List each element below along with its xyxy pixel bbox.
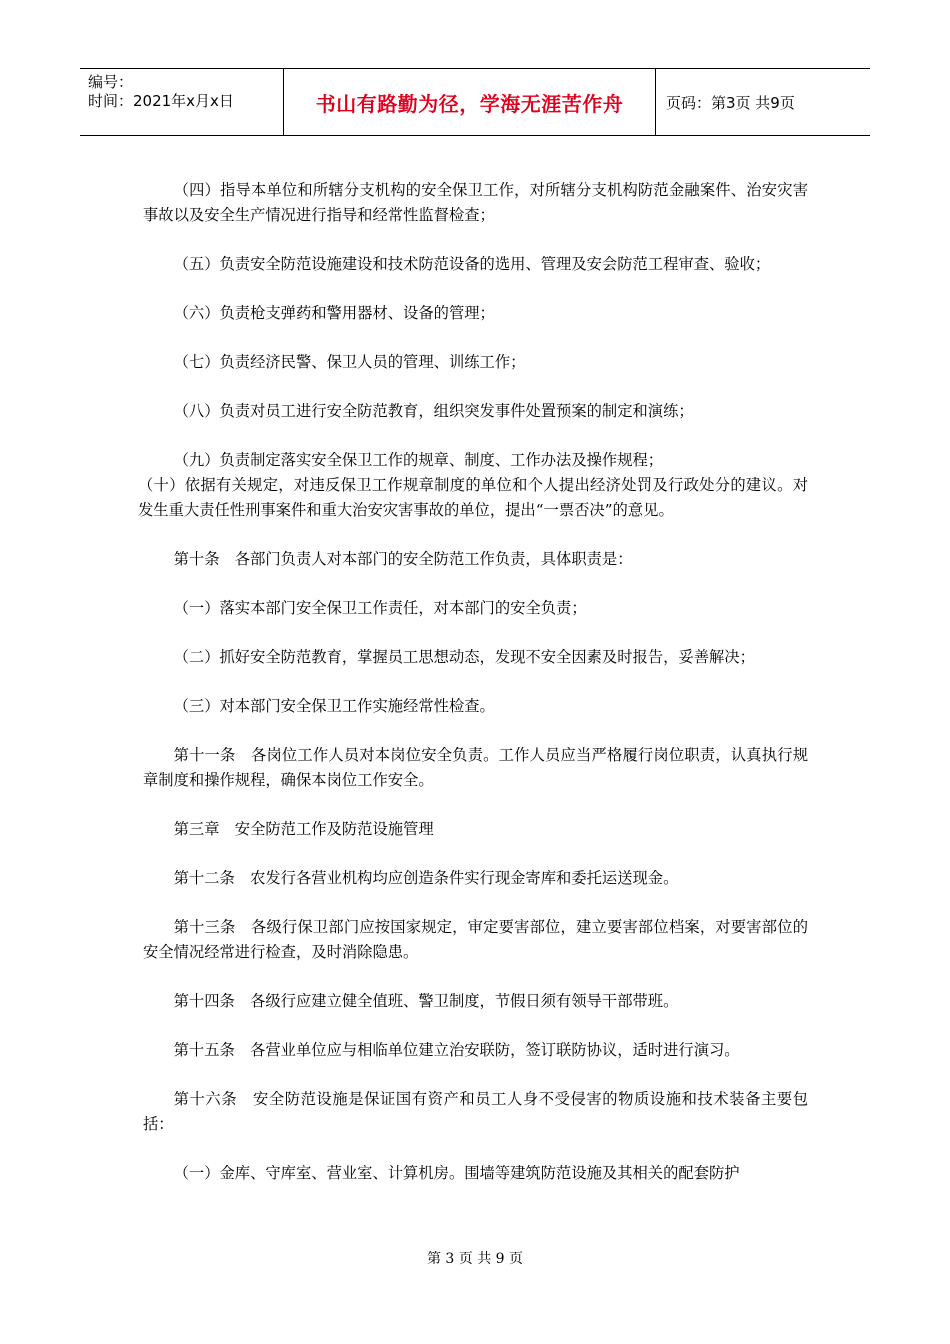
header-page-info: 页码：第3页 共9页 (666, 93, 795, 112)
article-11: 第十一条 各岗位工作人员对本岗位安全负责。工作人员应当严格履行岗位职责，认真执行规章制度和操作规程，确保本岗位工作安全。 (143, 746, 808, 789)
chapter-3-heading: 第三章 安全防范工作及防范设施管理 (173, 820, 434, 838)
document-number-label: 编号： (88, 73, 134, 91)
article-16-item-1: （一）金库、守库室、营业室、计算机房。围墙等建筑防范设施及其相关的配套防护 (173, 1164, 740, 1182)
article-14: 第十四条 各级行应建立健全值班、警卫制度，节假日须有领导干部带班。 (173, 992, 679, 1010)
article-15: 第十五条 各营业单位应与相临单位建立治安联防，签订联防协议，适时进行演习。 (173, 1041, 740, 1059)
article-13: 第十三条 各级行保卫部门应按国家规定，审定要害部位，建立要害部位档案，对要害部位的安全情况经常进行检查，及时消除隐患。 (143, 918, 808, 961)
page-header (80, 68, 870, 136)
article-10-item-3: （三）对本部门安全保卫工作实施经常性检查。 (173, 697, 495, 715)
article-10-item-2: （二）抓好安全防范教育，掌握员工思想动态，发现不安全因素及时报告，妥善解决； (173, 648, 755, 666)
paragraph-8: （八）负责对员工进行安全防范教育，组织突发事件处置预案的制定和演练； (173, 402, 694, 420)
paragraph-9: （九）负责制定落实安全保卫工作的规章、制度、工作办法及操作规程； (173, 451, 664, 469)
article-10-item-1: （一）落实本部门安全保卫工作责任，对本部门的安全负责； (173, 599, 587, 617)
header-meta (80, 69, 283, 135)
paragraph-5: （五）负责安全防范设施建设和技术防范设备的选用、管理及安会防范工程审查、验收； (173, 255, 771, 273)
paragraph-7: （七）负责经济民警、保卫人员的管理、训练工作； (173, 353, 526, 371)
header-motto: 书山有路勤为径，学海无涯苦作舟 (283, 69, 656, 135)
article-10: 第十条 各部门负责人对本部门的安全防范工作负责，具体职责是： (173, 550, 633, 568)
document-body (138, 178, 808, 1186)
paragraph-4: （四）指导本单位和所辖分支机构的安全保卫工作，对所辖分支机构防范金融案件、治安灾害事故以及安全生产情况进行指导和经常性监督检查； (143, 181, 808, 224)
document-date: 时间：2021年x月x日 (88, 92, 234, 110)
article-12: 第十二条 农发行各营业机构均应创造条件实行现金寄库和委托运送现金。 (173, 869, 679, 887)
paragraph-6: （六）负责枪支弹药和警用器材、设备的管理； (173, 304, 495, 322)
page-footer: 第 3 页 共 9 页 (426, 1251, 524, 1267)
article-16: 第十六条 安全防范设施是保证国有资产和员工人身不受侵害的物质设施和技术装备主要包括： (143, 1090, 808, 1133)
paragraph-10: （十）依据有关规定，对违反保卫工作规章制度的单位和个人提出经济处罚及行政处分的建议。对发生重大责任性刑事案件和重大治安灾害事故的单位，提出“一票否决”的意见。 (138, 476, 808, 519)
